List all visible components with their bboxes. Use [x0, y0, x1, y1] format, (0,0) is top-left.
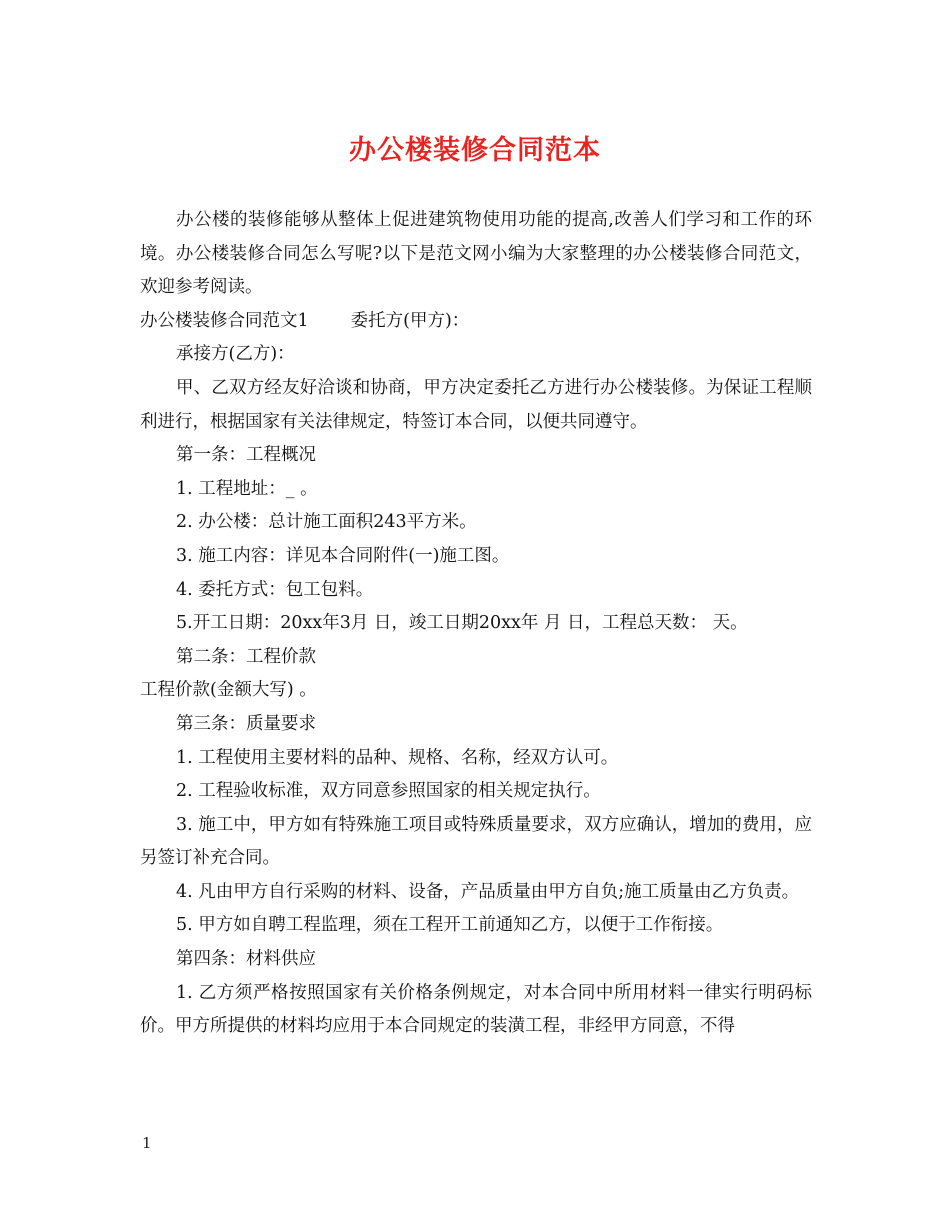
article-3-item: 4. 凡由甲方自行采购的材料、设备，产品质量由甲方自负;施工质量由乙方负责。: [176, 881, 800, 902]
article-1-item: 5.开工日期：20xx年3月 日，竣工日期20xx年 月 日，工程总天数： 天。: [176, 613, 748, 634]
article-2-heading: 第二条：工程价款: [176, 646, 316, 667]
article-4-heading: 第四条：材料供应: [176, 949, 316, 970]
party-a-label: 委托方(甲方)：: [350, 310, 470, 331]
article-3-item: 1. 工程使用主要材料的品种、规格、名称，经双方认可。: [176, 747, 619, 768]
article-1-item: 1. 工程地址：_ 。: [176, 478, 318, 499]
page-number: 1: [142, 1134, 152, 1152]
article-1-heading: 第一条：工程概况: [176, 445, 316, 466]
article-3-item: 5. 甲方如自聘工程监理，须在工程开工前通知乙方，以便于工作衔接。: [176, 915, 724, 936]
article-1-item: 4. 委托方式：包工包料。: [176, 579, 374, 600]
article-3-item: 3. 施工中，甲方如有特殊施工项目或特殊质量要求，双方应确认，增加的费用，应另签订补充合同。: [140, 814, 812, 869]
sample-heading-line: [140, 305, 812, 339]
article-4-item: 1. 乙方须严格按照国家有关价格条例规定，对本合同中所用材料一律实行明码标价。甲方所提供的材料均应用于本合同规定的装潢工程，非经甲方同意，不得: [140, 982, 812, 1037]
preamble-paragraph: 甲、乙双方经友好洽谈和协商，甲方决定委托乙方进行办公楼装修。为保证工程顺利进行，根据国家有关法律规定，特签订本合同，以便共同遵守。: [140, 377, 812, 432]
party-b-label: 承接方(乙方)：: [176, 344, 295, 365]
article-3-item: 2. 工程验收标准，双方同意参照国家的相关规定执行。: [176, 781, 601, 802]
article-1-item: 2. 办公楼：总计施工面积243平方米。: [176, 512, 477, 533]
article-3-heading: 第三条：质量要求: [176, 713, 316, 734]
document-body: [140, 204, 812, 1044]
intro-paragraph: 办公楼的装修能够从整体上促进建筑物使用功能的提高,改善人们学习和工作的环境。办公楼装修合同怎么写呢?以下是范文网小编为大家整理的办公楼装修合同范文，欢迎参考阅读。: [140, 210, 812, 298]
article-2-text: 工程价款(金额大写) 。: [140, 680, 317, 701]
sample-heading: 办公楼装修合同范文1: [140, 310, 309, 331]
document-title: 办公楼装修合同范本: [349, 135, 601, 166]
article-1-item: 3. 施工内容：详见本合同附件(一)施工图。: [176, 545, 510, 566]
